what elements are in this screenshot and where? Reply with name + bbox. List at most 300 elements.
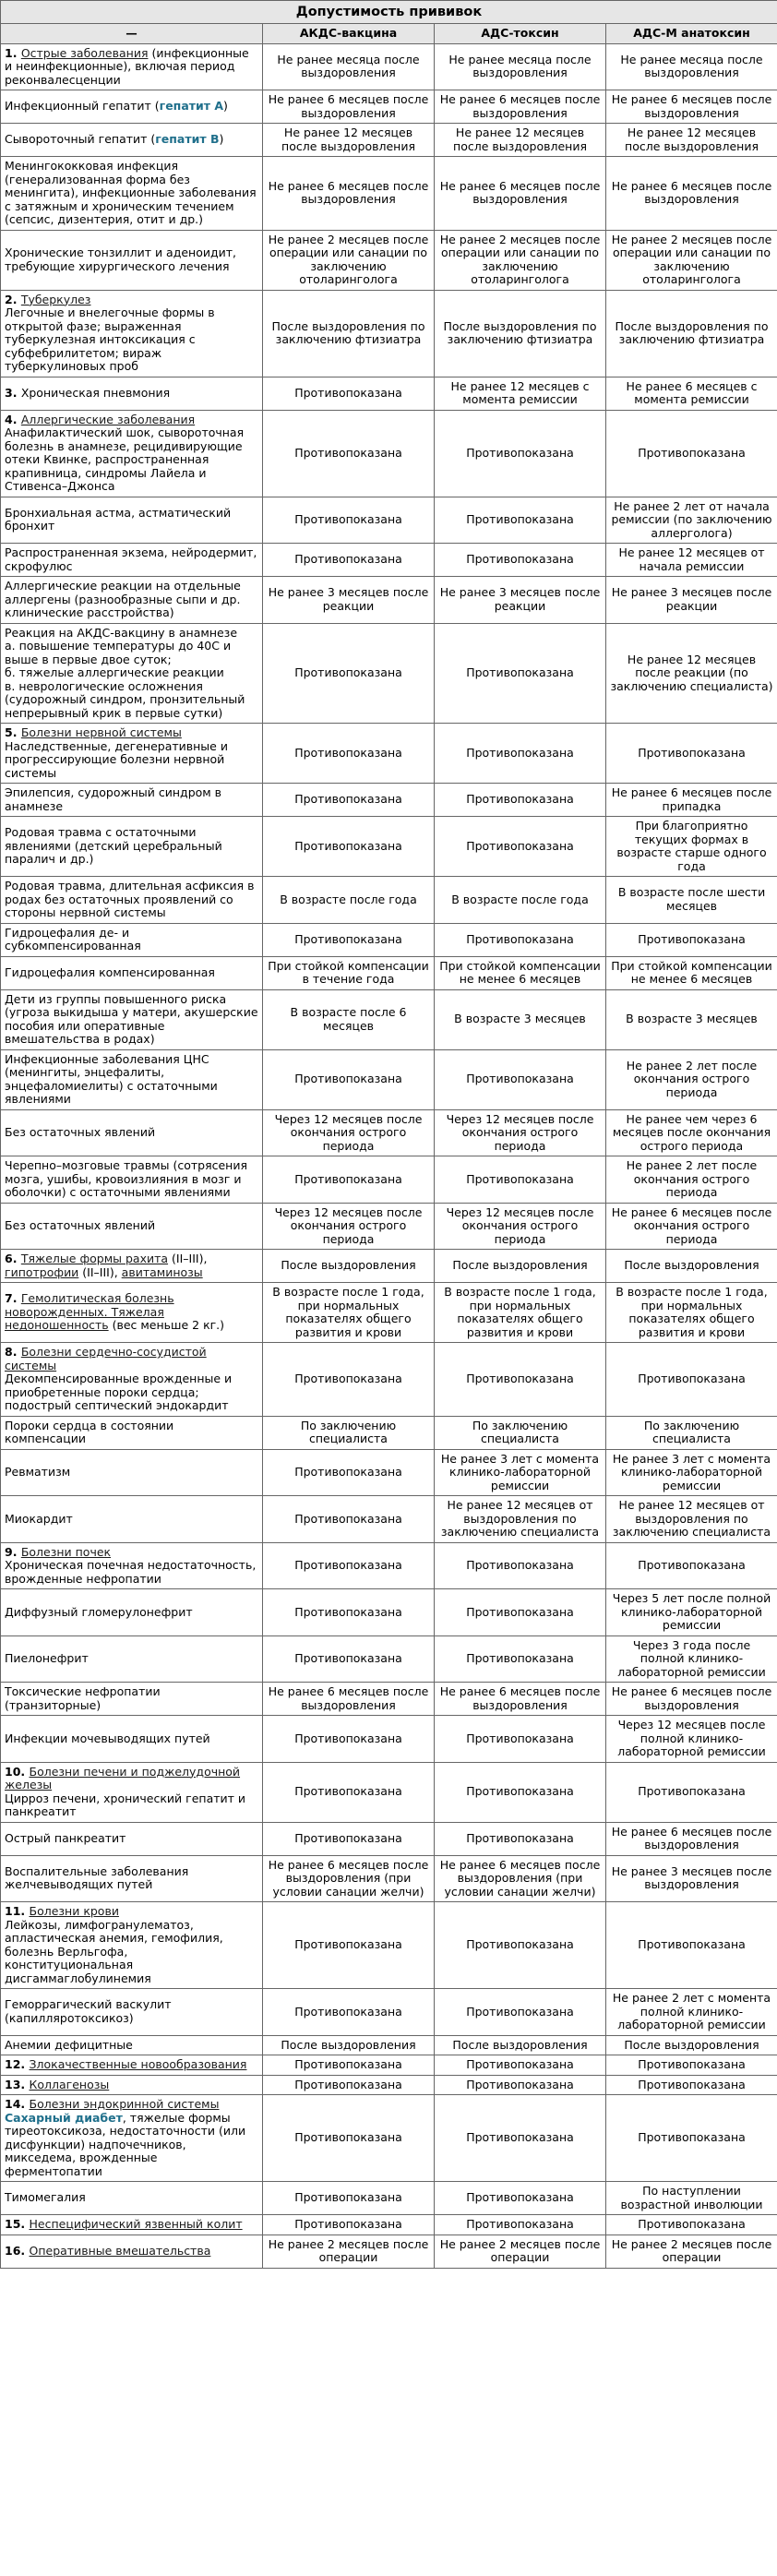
table-row: [1, 544, 777, 577]
ads-cell: Противопоказана: [435, 2095, 606, 2182]
section-number: 4.: [5, 412, 21, 426]
condition-text: Сывороточный гепатит (: [5, 132, 156, 147]
section-number: 5.: [5, 725, 21, 739]
akds-cell: Противопоказана: [263, 2215, 435, 2235]
condition-text: а. повышение температуры до 40С и выше в первые двое суток;: [5, 639, 232, 666]
ads-cell: Не ранее 12 месяцев с момента ремиссии: [435, 377, 606, 410]
condition-text: ): [223, 99, 228, 114]
ads-m-cell: Противопоказана: [606, 724, 777, 784]
condition-text: Инфекции мочевыводящих путей: [5, 1731, 210, 1745]
condition-cell: [1, 989, 263, 1049]
condition-text: в. неврологические осложнения (судорожный синдром, пронзительный непрерывный крик в первые сутки): [5, 678, 245, 720]
akds-cell: Противопоказана: [263, 817, 435, 877]
ads-m-cell: Не ранее 3 месяцев после реакции: [606, 577, 777, 624]
akds-cell: Не ранее 6 месяцев после выздоровления: [263, 90, 435, 124]
section-heading: Болезни печени и поджелудочной железы: [5, 1764, 241, 1791]
akds-cell: Противопоказана: [263, 1902, 435, 1989]
condition-text: Хроническая пневмония: [20, 385, 171, 400]
akds-cell: Не ранее 3 месяцев после реакции: [263, 577, 435, 624]
ads-cell: Противопоказана: [435, 817, 606, 877]
section-heading: Болезни сердечно-сосудистой системы: [5, 1345, 207, 1372]
table-row: [1, 956, 777, 989]
section-number: 12.: [5, 2057, 30, 2071]
condition-text: Без остаточных явлений: [5, 1125, 156, 1139]
condition-cell: [1, 497, 263, 544]
ads-cell: Противопоказана: [435, 1589, 606, 1636]
table-row: [1, 157, 777, 231]
table-row: [1, 1683, 777, 1716]
ads-cell: Не ранее 2 месяцев после операции или санации по заключению отоларинголога: [435, 230, 606, 290]
condition-cell: [1, 230, 263, 290]
table-row: [1, 1109, 777, 1156]
condition-cell: [1, 877, 263, 924]
condition-text: Без остаточных явлений: [5, 1218, 156, 1232]
condition-text: Эпилепсия, судорожный синдром в анамнезе: [5, 785, 222, 813]
section-heading: Острые заболевания: [20, 45, 149, 60]
condition-text: Тимомегалия: [5, 2190, 86, 2205]
ads-m-cell: Не ранее чем через 6 месяцев после окончания острого периода: [606, 1109, 777, 1156]
header-ads-m: АДС-М анатоксин: [606, 24, 777, 44]
ads-m-cell: Через 12 месяцев после полной клинико-лабораторной ремиссии: [606, 1716, 777, 1763]
akds-cell: Не ранее месяца после выздоровления: [263, 43, 435, 90]
condition-cell: [1, 1449, 263, 1496]
table-row: [1, 1250, 777, 1283]
akds-cell: Не ранее 6 месяцев после выздоровления: [263, 157, 435, 231]
condition-text: Пиелонефрит: [5, 1651, 89, 1665]
condition-cell: [1, 784, 263, 817]
akds-cell: В возрасте после 6 месяцев: [263, 989, 435, 1049]
condition-cell: [1, 724, 263, 784]
table-row: [1, 623, 777, 724]
table-row: [1, 877, 777, 924]
condition-text: Гидроцефалия де- и субкомпенсированная: [5, 925, 141, 953]
condition-text: Цирроз печени, хронический гепатит и панкреатит: [5, 1791, 246, 1818]
ads-m-cell: После выздоровления по заключению фтизиатра: [606, 290, 777, 377]
akds-cell: Противопоказана: [263, 923, 435, 956]
table-row: [1, 1343, 777, 1417]
akds-cell: Противопоказана: [263, 1542, 435, 1589]
condition-text: Бронхиальная астма, астматический бронхит: [5, 505, 232, 533]
akds-cell: Противопоказана: [263, 1762, 435, 1822]
section-number: 3.: [5, 385, 21, 400]
ads-cell: Противопоказана: [435, 1822, 606, 1855]
table-row: [1, 1542, 777, 1589]
akds-cell: Противопоказана: [263, 2182, 435, 2215]
condition-cell: [1, 124, 263, 157]
condition-text: Дети из группы повышенного риска (угроза выкидыша у матери, акушерские пособия или оперативные вмешательства в родах): [5, 991, 258, 1046]
condition-text: ): [219, 132, 224, 147]
condition-cell: [1, 1822, 263, 1855]
table-row: [1, 2182, 777, 2215]
table-row: [1, 2215, 777, 2235]
akds-cell: Противопоказана: [263, 410, 435, 497]
akds-cell: Противопоказана: [263, 1156, 435, 1204]
ads-m-cell: Противопоказана: [606, 1902, 777, 1989]
section-heading: Болезни почек: [20, 1544, 112, 1559]
condition-cell: [1, 1542, 263, 1589]
table-row: [1, 410, 777, 497]
condition-text: Распространенная экзема, нейродермит, скрофулюс: [5, 545, 257, 573]
ads-m-cell: Не ранее 2 лет с момента полной клинико-лабораторной ремиссии: [606, 1989, 777, 2036]
akds-cell: Противопоказана: [263, 1049, 435, 1109]
condition-cell: [1, 1416, 263, 1449]
table-row: [1, 377, 777, 410]
section-heading: гипотрофии: [5, 1264, 79, 1279]
section-heading: Болезни крови: [29, 1904, 119, 1918]
ads-m-cell: В возрасте после шести месяцев: [606, 877, 777, 924]
ads-m-cell: Не ранее 2 месяцев после операции: [606, 2235, 777, 2268]
ads-m-cell: Не ранее 3 лет с момента клинико-лабораторной ремиссии: [606, 1449, 777, 1496]
ads-m-cell: Противопоказана: [606, 1762, 777, 1822]
condition-text: (вес меньше 2 кг.): [108, 1318, 225, 1333]
condition-text: Инфекционный гепатит (: [5, 99, 160, 114]
condition-cell: [1, 1343, 263, 1417]
condition-cell: [1, 2235, 263, 2268]
ads-m-cell: Противопоказана: [606, 1343, 777, 1417]
ads-cell: В возрасте после 1 года, при нормальных показателях общего развития и крови: [435, 1283, 606, 1343]
table-row: [1, 2095, 777, 2182]
condition-cell: [1, 1156, 263, 1204]
ads-m-cell: Через 3 года после полной клинико-лабораторной ремиссии: [606, 1635, 777, 1683]
akds-cell: Через 12 месяцев после окончания острого периода: [263, 1109, 435, 1156]
ads-cell: Противопоказана: [435, 1716, 606, 1763]
condition-cell: [1, 1855, 263, 1902]
section-heading: Коллагенозы: [29, 2077, 110, 2091]
ads-cell: Через 12 месяцев после окончания острого периода: [435, 1109, 606, 1156]
ads-cell: После выздоровления по заключению фтизиатра: [435, 290, 606, 377]
condition-text: Хронические тонзиллит и аденоидит, требующие хирургического лечения: [5, 246, 237, 273]
ads-cell: Противопоказана: [435, 2055, 606, 2076]
condition-cell: [1, 2095, 263, 2182]
akds-cell: Противопоказана: [263, 377, 435, 410]
ads-cell: Противопоказана: [435, 623, 606, 724]
akds-cell: Не ранее 6 месяцев после выздоровления (при условии санации желчи): [263, 1855, 435, 1902]
ads-m-cell: Не ранее 12 месяцев от выздоровления по заключению специалиста: [606, 1496, 777, 1543]
ads-cell: Противопоказана: [435, 784, 606, 817]
condition-cell: [1, 1496, 263, 1543]
condition-text: Менингококковая инфекция (генерализованная форма без менингита), инфекционные заболевания с затяжным и хроническим течением (сепсис, дизентерия, отит и др.): [5, 159, 257, 226]
ads-m-cell: В возрасте после 1 года, при нормальных показателях общего развития и крови: [606, 1283, 777, 1343]
table-row: [1, 577, 777, 624]
condition-cell: [1, 2182, 263, 2215]
table-row: [1, 230, 777, 290]
condition-text: (II–III),: [168, 1252, 208, 1265]
highlight-term: гепатит А: [159, 99, 224, 114]
table-row: [1, 1716, 777, 1763]
akds-cell: При стойкой компенсации в течение года: [263, 956, 435, 989]
ads-cell: Противопоказана: [435, 497, 606, 544]
condition-text: Хроническая почечная недостаточность, врожденные нефропатии: [5, 1558, 257, 1586]
condition-cell: [1, 157, 263, 231]
table-row: [1, 290, 777, 377]
ads-cell: Противопоказана: [435, 1542, 606, 1589]
ads-m-cell: Не ранее 12 месяцев после выздоровления: [606, 124, 777, 157]
akds-cell: Противопоказана: [263, 2055, 435, 2076]
akds-cell: После выздоровления по заключению фтизиатра: [263, 290, 435, 377]
condition-cell: [1, 2075, 263, 2095]
table-row: [1, 1989, 777, 2036]
akds-cell: Противопоказана: [263, 2075, 435, 2095]
ads-cell: Через 12 месяцев после окончания острого периода: [435, 1203, 606, 1250]
condition-text: Наследственные, дегенеративные и прогрессирующие болезни нервной системы: [5, 738, 228, 780]
ads-m-cell: По наступлении возрастной инволюции: [606, 2182, 777, 2215]
condition-text: Анемии дефицитные: [5, 2037, 133, 2052]
condition-cell: [1, 1989, 263, 2036]
ads-m-cell: Противопоказана: [606, 2055, 777, 2076]
table-row: [1, 1283, 777, 1343]
table-row: [1, 1049, 777, 1109]
condition-text: (инфекционные и неинфекционные), включая период реконвалесценции: [5, 45, 249, 87]
ads-m-cell: Не ранее 2 месяцев после операции или санации по заключению отоларинголога: [606, 230, 777, 290]
ads-m-cell: Не ранее 2 лет после окончания острого периода: [606, 1049, 777, 1109]
ads-m-cell: По заключению специалиста: [606, 1416, 777, 1449]
condition-text: Миокардит: [5, 1511, 73, 1526]
condition-text: Черепно–мозговые травмы (сотрясения мозга, ушибы, кровоизлияния в мозг и оболочки) с остаточными явлениями: [5, 1158, 247, 1199]
table-row: [1, 1822, 777, 1855]
ads-cell: Противопоказана: [435, 1762, 606, 1822]
table-row: [1, 1449, 777, 1496]
condition-text: , тяжелые формы тиреотоксикоза, недостаточности (или дисфункции) надпочечников, микседема, врожденные ферментопатии: [5, 2110, 246, 2178]
condition-text: Пороки сердца в состоянии компенсации: [5, 1418, 174, 1445]
section-heading: авитаминозы: [121, 1264, 203, 1279]
ads-cell: После выздоровления: [435, 1250, 606, 1283]
table-row: [1, 1635, 777, 1683]
table-row: [1, 923, 777, 956]
table-row: [1, 1762, 777, 1822]
ads-cell: Не ранее 12 месяцев после выздоровления: [435, 124, 606, 157]
ads-cell: Противопоказана: [435, 1902, 606, 1989]
ads-cell: Не ранее 6 месяцев после выздоровления (при условии санации желчи): [435, 1855, 606, 1902]
table-row: [1, 1589, 777, 1636]
section-heading: Болезни эндокринной системы: [29, 2097, 220, 2111]
ads-m-cell: После выздоровления: [606, 1250, 777, 1283]
table-title: Допустимость прививок: [0, 0, 777, 23]
ads-cell: Не ранее 12 месяцев от выздоровления по заключению специалиста: [435, 1496, 606, 1543]
ads-m-cell: Не ранее 12 месяцев после реакции (по заключению специалиста): [606, 623, 777, 724]
ads-cell: Противопоказана: [435, 1635, 606, 1683]
table-row: [1, 497, 777, 544]
table-row: [1, 2075, 777, 2095]
table-row: [1, 1496, 777, 1543]
section-heading: Аллергические заболевания: [20, 412, 196, 426]
ads-m-cell: Противопоказана: [606, 2075, 777, 2095]
table-body: [1, 43, 777, 2268]
section-number: 6.: [5, 1252, 21, 1265]
ads-m-cell: Не ранее 3 месяцев после выздоровления: [606, 1855, 777, 1902]
condition-cell: [1, 290, 263, 377]
table-row: [1, 989, 777, 1049]
akds-cell: Противопоказана: [263, 2095, 435, 2182]
ads-m-cell: Противопоказана: [606, 923, 777, 956]
akds-cell: Противопоказана: [263, 1496, 435, 1543]
table-row: [1, 124, 777, 157]
ads-cell: Противопоказана: [435, 2075, 606, 2095]
table-row: [1, 1156, 777, 1204]
table-row: [1, 784, 777, 817]
table-row: [1, 1855, 777, 1902]
highlight-term: Сахарный диабет: [5, 2110, 123, 2125]
ads-m-cell: Противопоказана: [606, 410, 777, 497]
condition-cell: [1, 1049, 263, 1109]
condition-cell: [1, 1250, 263, 1283]
condition-cell: [1, 377, 263, 410]
ads-m-cell: Не ранее 6 месяцев после окончания острого периода: [606, 1203, 777, 1250]
akds-cell: Противопоказана: [263, 1989, 435, 2036]
ads-m-cell: Не ранее месяца после выздоровления: [606, 43, 777, 90]
ads-cell: После выздоровления: [435, 2035, 606, 2055]
table-row: [1, 2055, 777, 2076]
akds-cell: Не ранее 2 месяцев после операции или санации по заключению отоларинголога: [263, 230, 435, 290]
akds-cell: Противопоказана: [263, 1822, 435, 1855]
ads-cell: Противопоказана: [435, 1156, 606, 1204]
ads-m-cell: Противопоказана: [606, 2095, 777, 2182]
ads-cell: В возрасте 3 месяцев: [435, 989, 606, 1049]
header-akds: АКДС-вакцина: [263, 24, 435, 44]
akds-cell: Не ранее 2 месяцев после операции: [263, 2235, 435, 2268]
section-number: 10.: [5, 1764, 30, 1779]
condition-text: Диффузный гломерулонефрит: [5, 1604, 193, 1619]
condition-cell: [1, 1902, 263, 1989]
ads-m-cell: В возрасте 3 месяцев: [606, 989, 777, 1049]
section-number: 14.: [5, 2097, 30, 2111]
ads-cell: Не ранее 2 месяцев после операции: [435, 2235, 606, 2268]
akds-cell: Противопоказана: [263, 1635, 435, 1683]
ads-cell: Противопоказана: [435, 923, 606, 956]
condition-cell: [1, 956, 263, 989]
ads-cell: В возрасте после года: [435, 877, 606, 924]
header-ads: АДС-токсин: [435, 24, 606, 44]
condition-cell: [1, 577, 263, 624]
condition-text: Лейкозы, лимфогранулематоз, апластическая анемия, гемофилия, болезнь Верльгофа, конституциональная дисгаммаглобулинемия: [5, 1917, 223, 1985]
akds-cell: Противопоказана: [263, 1449, 435, 1496]
table-row: [1, 724, 777, 784]
section-number: 7.: [5, 1291, 21, 1306]
ads-m-cell: Не ранее 6 месяцев после припадка: [606, 784, 777, 817]
condition-text: Родовая травма, длительная асфиксия в родах без остаточных проявлений со стороны нервной системы: [5, 879, 255, 919]
ads-cell: При стойкой компенсации не менее 6 месяцев: [435, 956, 606, 989]
table-row: [1, 1902, 777, 1989]
akds-cell: Противопоказана: [263, 724, 435, 784]
section-heading: Болезни нервной системы: [20, 725, 182, 739]
akds-cell: В возрасте после года: [263, 877, 435, 924]
section-number: 15.: [5, 2217, 30, 2231]
section-number: 11.: [5, 1904, 30, 1918]
ads-m-cell: Не ранее 6 месяцев с момента ремиссии: [606, 377, 777, 410]
ads-m-cell: Не ранее 6 месяцев после выздоровления: [606, 1683, 777, 1716]
ads-m-cell: Не ранее 2 лет после окончания острого периода: [606, 1156, 777, 1204]
ads-cell: Не ранее 6 месяцев после выздоровления: [435, 157, 606, 231]
section-heading: Гемолитическая болезнь новорожденных. Тяжелая недоношенность: [5, 1291, 174, 1333]
akds-cell: Противопоказана: [263, 1716, 435, 1763]
ads-cell: Противопоказана: [435, 1049, 606, 1109]
ads-cell: Не ранее 6 месяцев после выздоровления: [435, 1683, 606, 1716]
akds-cell: Противопоказана: [263, 1589, 435, 1636]
ads-cell: Противопоказана: [435, 724, 606, 784]
condition-cell: [1, 1109, 263, 1156]
condition-cell: [1, 90, 263, 124]
akds-cell: Противопоказана: [263, 1343, 435, 1417]
condition-cell: [1, 2055, 263, 2076]
condition-cell: [1, 817, 263, 877]
table-row: [1, 43, 777, 90]
akds-cell: Противопоказана: [263, 623, 435, 724]
condition-cell: [1, 1683, 263, 1716]
condition-text: Воспалительные заболевания желчевыводящих путей: [5, 1863, 189, 1892]
ads-cell: Не ранее 3 лет с момента клинико-лабораторной ремиссии: [435, 1449, 606, 1496]
akds-cell: Через 12 месяцев после окончания острого периода: [263, 1203, 435, 1250]
akds-cell: По заключению специалиста: [263, 1416, 435, 1449]
section-number: 2.: [5, 292, 21, 306]
ads-cell: По заключению специалиста: [435, 1416, 606, 1449]
ads-m-cell: Не ранее 12 месяцев от начала ремиссии: [606, 544, 777, 577]
condition-cell: [1, 623, 263, 724]
table-row: [1, 2035, 777, 2055]
condition-text: Аллергические реакции на отдельные аллергены (разнообразные сыпи и др. клинические расстройства): [5, 579, 241, 619]
akds-cell: Противопоказана: [263, 497, 435, 544]
condition-cell: [1, 1283, 263, 1343]
header-row: [1, 24, 777, 44]
ads-cell: Противопоказана: [435, 1989, 606, 2036]
condition-text: Токсические нефропатии (транзиторные): [5, 1684, 161, 1712]
condition-cell: [1, 1716, 263, 1763]
ads-cell: Не ранее месяца после выздоровления: [435, 43, 606, 90]
condition-cell: [1, 2215, 263, 2235]
ads-m-cell: Не ранее 6 месяцев после выздоровления: [606, 90, 777, 124]
ads-m-cell: Противопоказана: [606, 1542, 777, 1589]
condition-text: б. тяжелые аллергические реакции: [5, 665, 224, 679]
section-heading: Оперативные вмешательства: [29, 2243, 211, 2258]
ads-cell: Противопоказана: [435, 2182, 606, 2215]
condition-text: Анафилактический шок, сывороточная болезнь в анамнезе, рецидивирующие отеки Квинке, распространенная крапивница, синдромы Лайела и Стивенса–Джонса: [5, 425, 245, 493]
akds-cell: После выздоровления: [263, 2035, 435, 2055]
ads-m-cell: Не ранее 6 месяцев после выздоровления: [606, 157, 777, 231]
condition-cell: [1, 410, 263, 497]
section-number: 16.: [5, 2243, 30, 2258]
ads-m-cell: Не ранее 6 месяцев после выздоровления: [606, 1822, 777, 1855]
ads-m-cell: Противопоказана: [606, 2215, 777, 2235]
ads-m-cell: При благоприятно текущих формах в возрасте старше одного года: [606, 817, 777, 877]
ads-cell: Не ранее 6 месяцев после выздоровления: [435, 90, 606, 124]
condition-text: Легочные и внелегочные формы в открытой фазе; выраженная туберкулезная интоксикация с субфебрилитетом; вираж туберкулиновых проб: [5, 306, 215, 373]
ads-m-cell: Не ранее 2 лет от начала ремиссии (по заключению аллерголога): [606, 497, 777, 544]
table-row: [1, 817, 777, 877]
ads-cell: Противопоказана: [435, 544, 606, 577]
akds-cell: Не ранее 6 месяцев после выздоровления: [263, 1683, 435, 1716]
condition-cell: [1, 1635, 263, 1683]
section-heading: Тяжелые формы рахита: [20, 1252, 169, 1265]
section-heading: Злокачественные новообразования: [29, 2057, 247, 2071]
condition-cell: [1, 43, 263, 90]
condition-cell: [1, 1762, 263, 1822]
ads-m-cell: При стойкой компенсации не менее 6 месяцев: [606, 956, 777, 989]
condition-text: Инфекционные заболевания ЦНС (менингиты, энцефалиты, энцефаломиелиты) с остаточными явлениями: [5, 1051, 218, 1106]
akds-cell: Противопоказана: [263, 544, 435, 577]
condition-text: Ревматизм: [5, 1465, 71, 1479]
section-number: 8.: [5, 1345, 21, 1359]
condition-text: Гидроцефалия компенсированная: [5, 965, 215, 979]
condition-text: Декомпенсированные врожденные и приобретенные пороки сердца; подострый септический эндокардит: [5, 1372, 233, 1412]
condition-cell: [1, 923, 263, 956]
ads-m-cell: Через 5 лет после полной клинико-лабораторной ремиссии: [606, 1589, 777, 1636]
table-row: [1, 1416, 777, 1449]
condition-text: (II–III),: [78, 1264, 122, 1279]
section-heading: Неспецифический язвенный колит: [29, 2217, 243, 2231]
condition-text: Геморрагический васкулит (капилляротоксикоз): [5, 1997, 172, 2025]
condition-cell: [1, 1203, 263, 1250]
section-number: 1.: [5, 45, 21, 60]
section-number: 13.: [5, 2077, 30, 2091]
akds-cell: После выздоровления: [263, 1250, 435, 1283]
